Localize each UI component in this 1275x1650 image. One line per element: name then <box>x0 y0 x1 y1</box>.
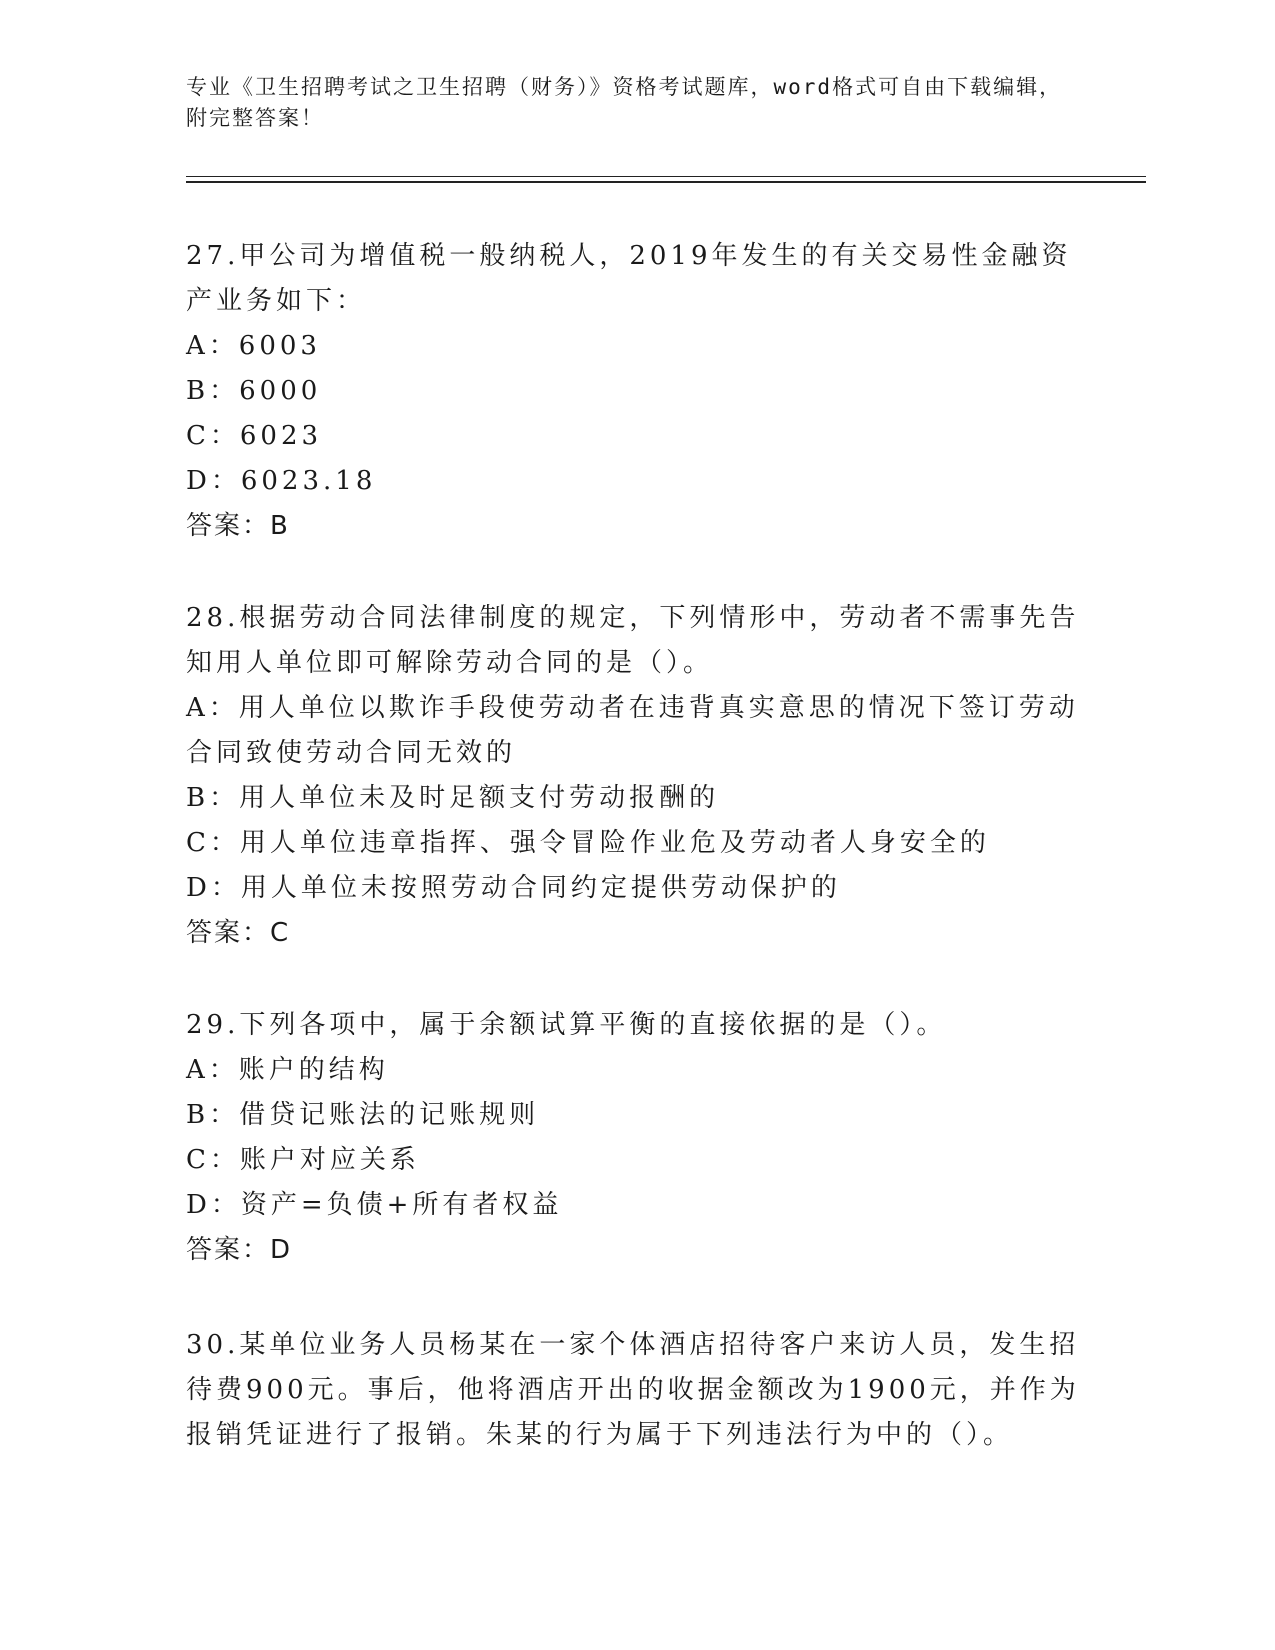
answer: 答案：D <box>186 1235 293 1265</box>
option-b: B：用人单位未及时足额支付劳动报酬的 <box>186 783 720 813</box>
option-c: C：账户对应关系 <box>186 1145 420 1175</box>
header-divider <box>186 176 1146 183</box>
question-stem: 27.甲公司为增值税一般纳税人，2019年发生的有关交易性金融资产业务如下： <box>186 241 1072 316</box>
option-d: D：6023.18 <box>186 466 377 496</box>
document-header: 专业《卫生招聘考试之卫生招聘（财务）》资格考试题库，word格式可自由下载编辑，附完整答案！ <box>186 75 1063 130</box>
option-c: C：6023 <box>186 421 323 451</box>
option-d: D：资产=负债+所有者权益 <box>186 1190 563 1220</box>
question-27 <box>186 234 1096 549</box>
question-29 <box>186 1003 1096 1273</box>
option-a: A：账户的结构 <box>186 1055 389 1085</box>
option-b: B：借贷记账法的记账规则 <box>186 1100 540 1130</box>
answer: 答案：B <box>186 511 290 541</box>
answer: 答案：C <box>186 918 291 948</box>
option-b: B：6000 <box>186 376 322 406</box>
question-28 <box>186 596 1096 956</box>
option-d: D：用人单位未按照劳动合同约定提供劳动保护的 <box>186 873 841 903</box>
question-stem: 30.某单位业务人员杨某在一家个体酒店招待客户来访人员，发生招待费900元。事后，他将酒店开出的收据金额改为1900元，并作为报销凭证进行了报销。朱某的行为属于下列违法行为中的（）。 <box>186 1330 1080 1450</box>
option-a: A：6003 <box>186 331 321 361</box>
question-30 <box>186 1323 1096 1458</box>
option-a: A：用人单位以欺诈手段使劳动者在违背真实意思的情况下签订劳动合同致使劳动合同无效的 <box>186 693 1079 768</box>
question-stem: 29.下列各项中，属于余额试算平衡的直接依据的是（）。 <box>186 1010 947 1040</box>
option-c: C：用人单位违章指挥、强令冒险作业危及劳动者人身安全的 <box>186 828 990 858</box>
question-stem: 28.根据劳动合同法律制度的规定，下列情形中，劳动者不需事先告知用人单位即可解除劳动合同的是（）。 <box>186 603 1080 678</box>
